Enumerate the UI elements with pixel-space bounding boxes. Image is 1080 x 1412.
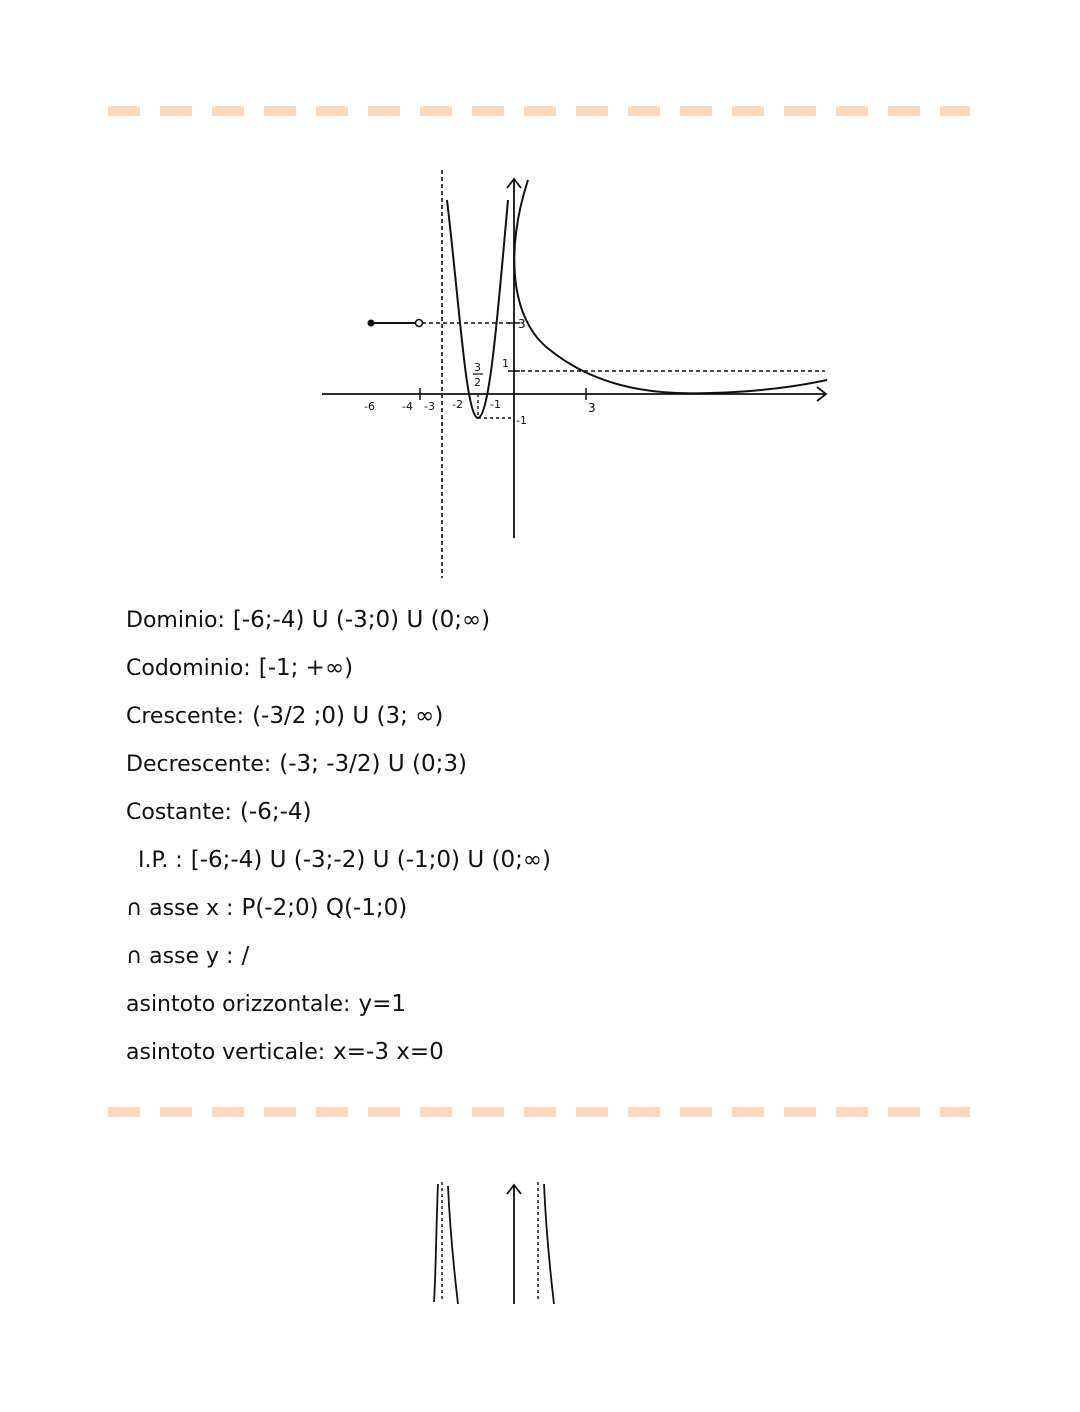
right-curve bbox=[544, 1184, 554, 1304]
function-properties bbox=[126, 608, 826, 1088]
frac-label-denominator: 2 bbox=[474, 376, 481, 389]
note-row-intersezione-y: ∩ asse y : / bbox=[126, 943, 250, 969]
top-divider bbox=[108, 106, 970, 116]
note-row-codominio: Codominio: [-1; +∞) bbox=[126, 655, 354, 681]
note-row-ip: I.P. : [-6;-4) U (-3;-2) U (-1;0) U (0;∞) bbox=[138, 847, 551, 873]
function-graph bbox=[300, 160, 840, 590]
left-curve-a bbox=[434, 1184, 438, 1302]
note-row-intersezione-x: ∩ asse x : P(-2;0) Q(-1;0) bbox=[126, 895, 408, 921]
y-tick-label-minus1: -1 bbox=[516, 414, 527, 427]
left-curve-b bbox=[448, 1186, 458, 1304]
note-row-decrescente: Decrescente: (-3; -3/2) U (0;3) bbox=[126, 751, 467, 777]
note-row-costante: Costante: (-6;-4) bbox=[126, 799, 312, 825]
x-tick-label-minus1: -1 bbox=[490, 398, 501, 411]
note-row-asintoto-orizzontale: asintoto orizzontale: y=1 bbox=[126, 991, 406, 1017]
x-tick-label-minus2: -2 bbox=[452, 398, 463, 411]
x-tick-label-3: 3 bbox=[588, 401, 596, 415]
frac-label-numerator: 3 bbox=[474, 361, 481, 374]
open-point bbox=[416, 320, 423, 327]
y-tick-label-3: 3 bbox=[518, 317, 526, 331]
y-tick-label-1: 1 bbox=[502, 357, 509, 370]
x-tick-label-minus6: -6 bbox=[364, 400, 375, 413]
note-row-crescente: Crescente: (-3/2 ;0) U (3; ∞) bbox=[126, 703, 444, 729]
bottom-divider bbox=[108, 1107, 970, 1117]
partial-graph bbox=[420, 1170, 580, 1310]
x-tick-label-minus4: -4 bbox=[402, 400, 413, 413]
right-branch-curve bbox=[514, 180, 827, 393]
note-row-dominio: Dominio: [-6;-4) U (-3;0) U (0;∞) bbox=[126, 607, 491, 633]
x-tick-label-minus3: -3 bbox=[424, 400, 435, 413]
closed-point bbox=[368, 320, 375, 327]
note-row-asintoto-verticale: asintoto verticale: x=-3 x=0 bbox=[126, 1039, 444, 1065]
